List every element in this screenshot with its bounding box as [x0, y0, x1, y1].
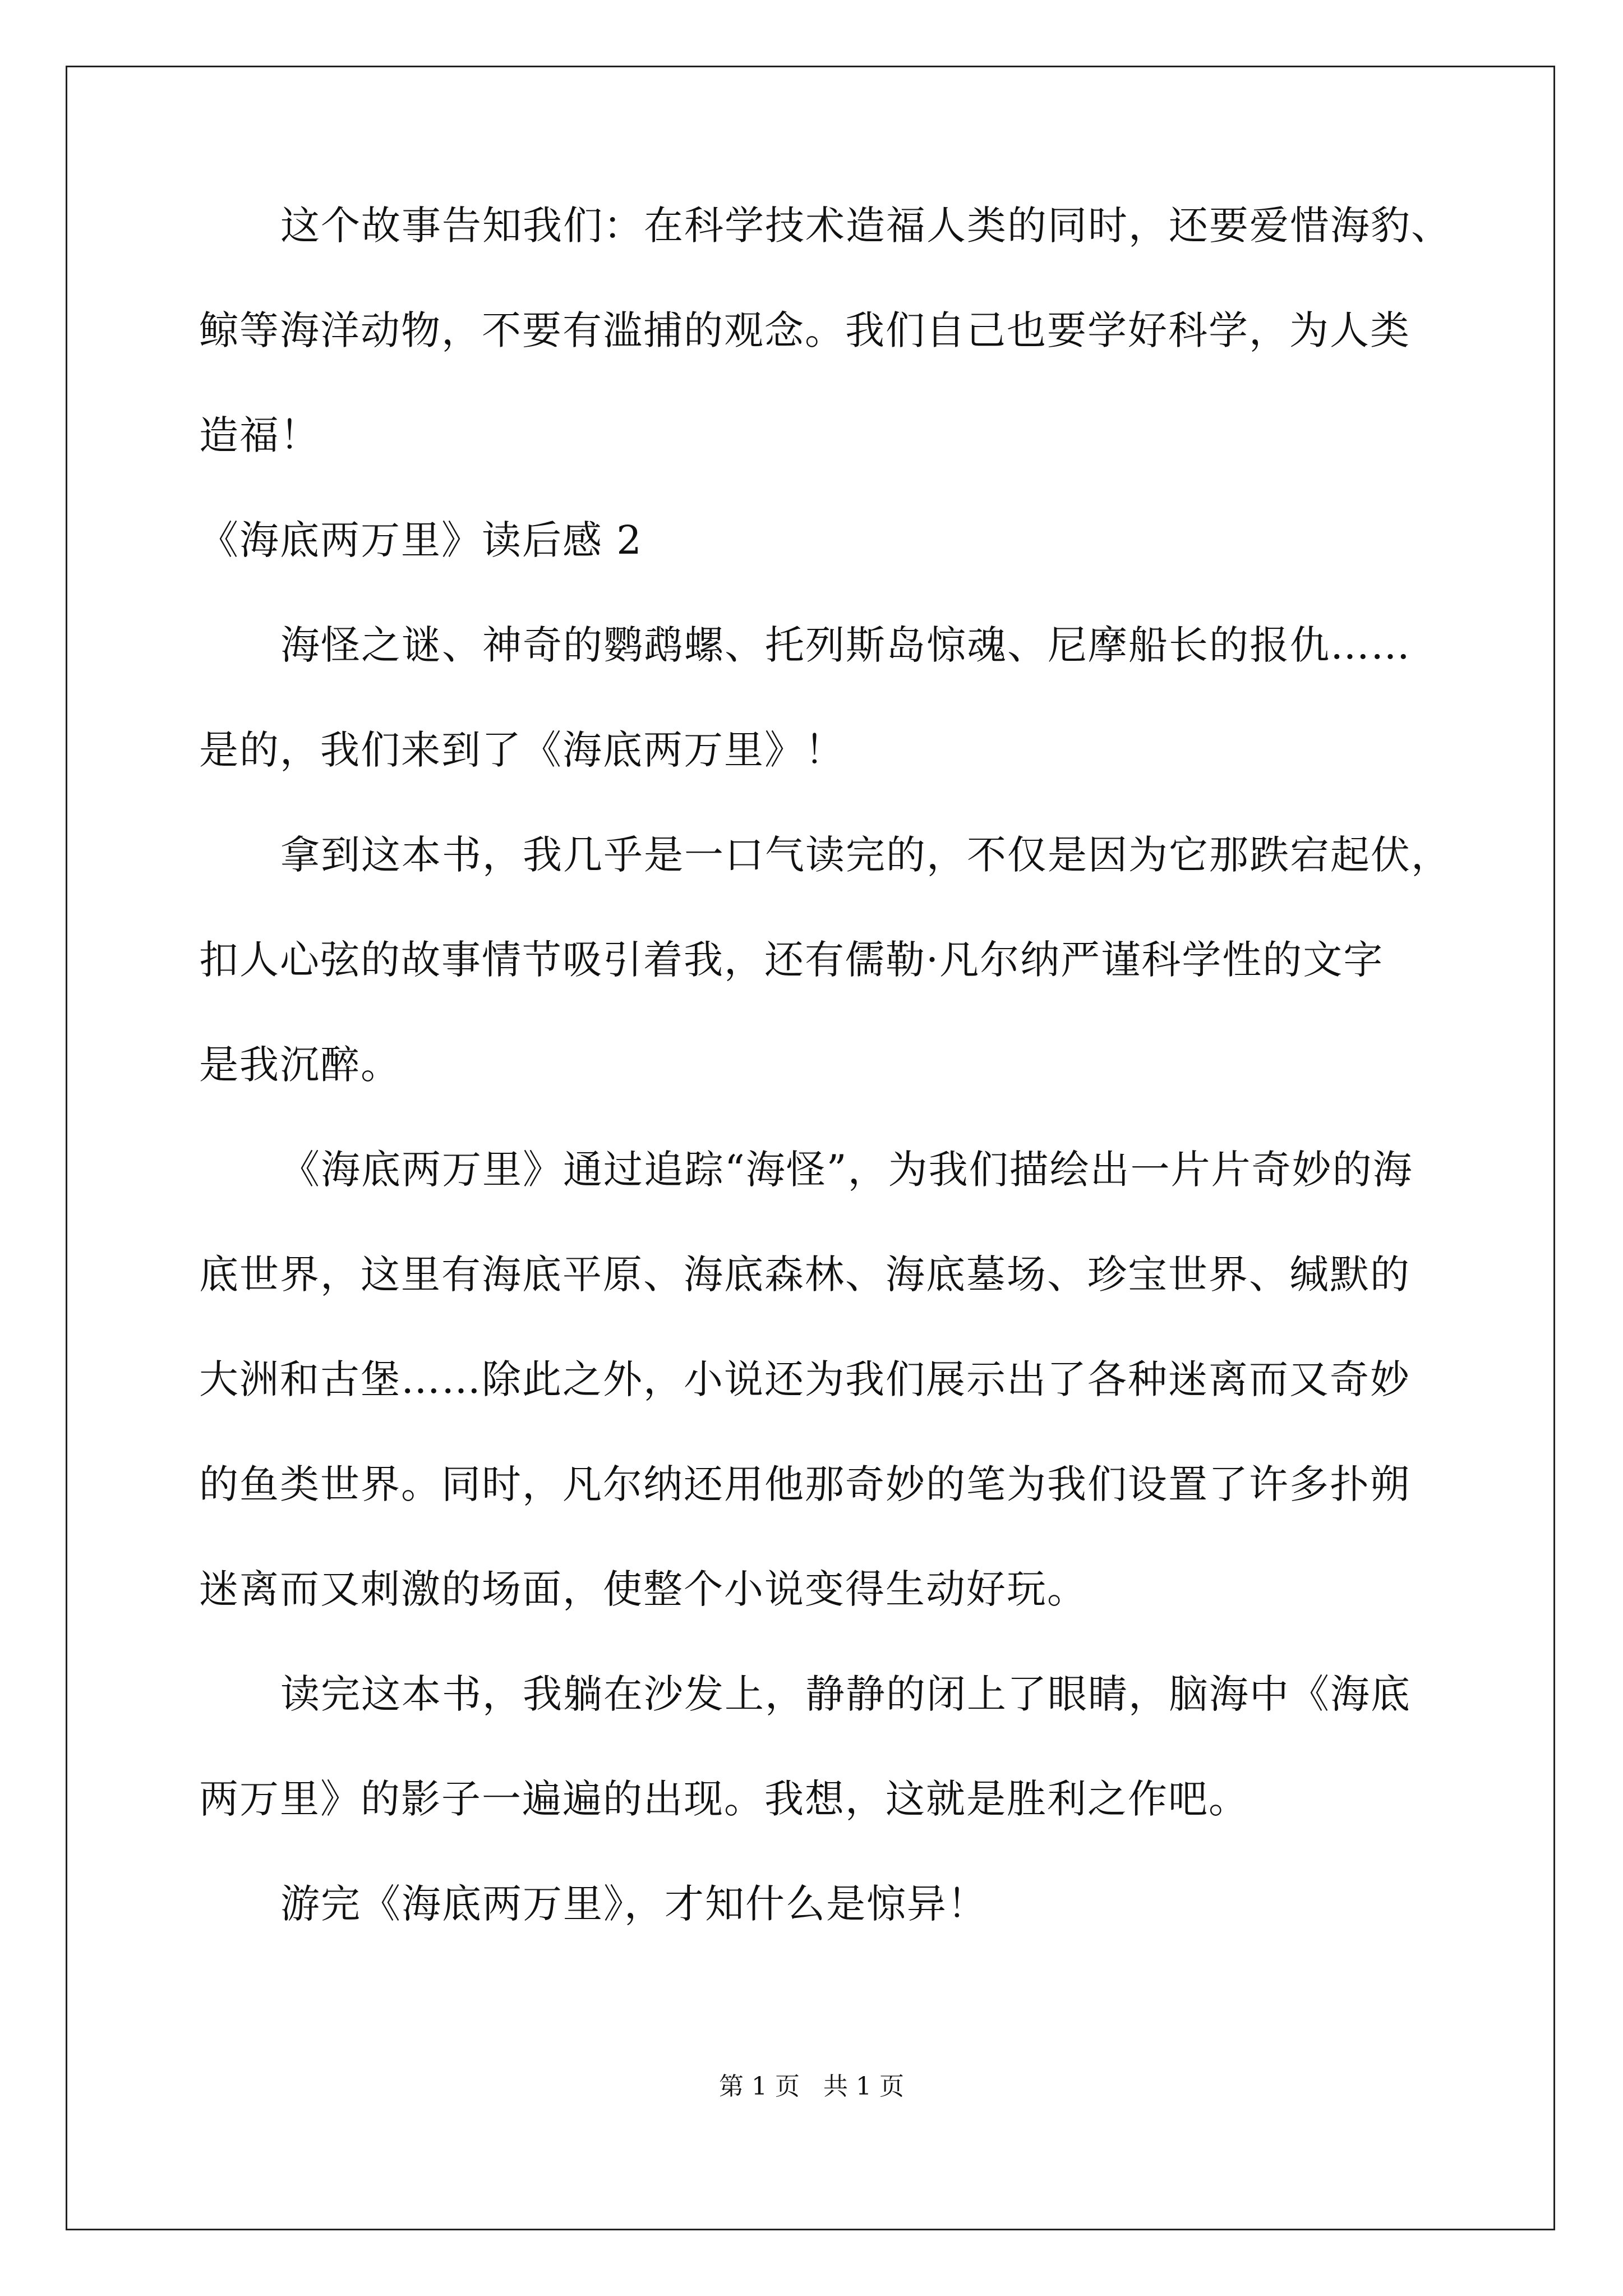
text-line: 这个故事告知我们：在科学技术造福人类的同时，还要爱惜海豹、: [280, 203, 1451, 249]
text-line: 游完《海底两万里》，才知什么是惊异！: [280, 1881, 988, 1927]
text-line: 底世界，这里有海底平原、海底森林、海底墓场、珍宝世界、缄默的: [199, 1251, 1410, 1297]
text-line: 大洲和古堡……除此之外，小说还为我们展示出了各种迷离而又奇妙: [199, 1356, 1410, 1402]
section-heading: 《海底两万里》读后感 2: [199, 517, 643, 563]
text-line: 读完这本书，我躺在沙发上，静静的闭上了眼睛，脑海中《海底: [280, 1671, 1411, 1717]
text-line: 两万里》的影子一遍遍的出现。我想，这就是胜利之作吧。: [199, 1776, 1249, 1822]
page-footer: 第 1 页 共 1 页: [719, 2072, 904, 2101]
text-line: 造福！: [199, 412, 320, 458]
text-line: 鲸等海洋动物，不要有滥捕的观念。我们自己也要学好科学，为人类: [199, 307, 1410, 353]
text-line: 的鱼类世界。同时，凡尔纳还用他那奇妙的笔为我们设置了许多扑朔: [199, 1461, 1410, 1507]
text-line: 拿到这本书，我几乎是一口气读完的，不仅是因为它那跌宕起伏，: [280, 832, 1451, 878]
text-line: 扣人心弦的故事情节吸引着我，还有儒勒·凡尔纳严谨科学性的文字: [199, 937, 1384, 983]
document-body: [199, 199, 1451, 1982]
text-line: 迷离而又刺激的场面，使整个小说变得生动好玩。: [199, 1566, 1087, 1612]
text-line: 是的，我们来到了《海底两万里》！: [199, 727, 845, 773]
text-line: 是我沉醉。: [199, 1042, 401, 1088]
text-line: 《海底两万里》通过追踪“海怪”，为我们描绘出一片片奇妙的海: [280, 1147, 1413, 1193]
text-line: 海怪之谜、神奇的鹦鹉螺、托列斯岛惊魂、尼摩船长的报仇……: [280, 622, 1411, 668]
